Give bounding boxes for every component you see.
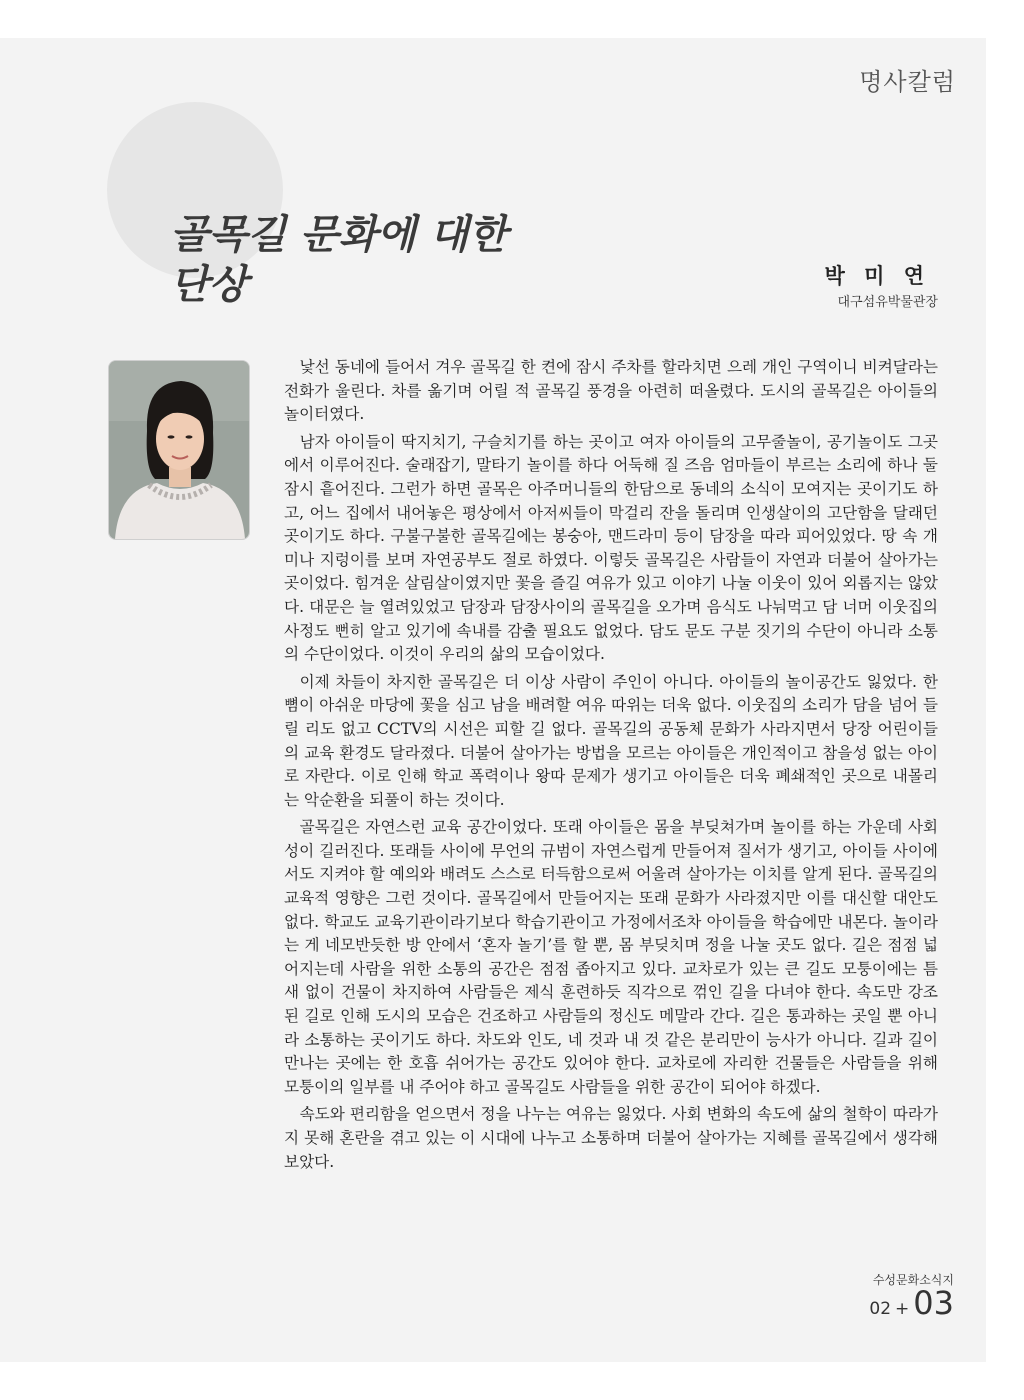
paragraph: 골목길은 자연스런 교육 공간이었다. 또래 아이들은 몸을 부딪쳐가며 놀이를 하는 가운데 사회성이 길러진다. 또래들 사이에 무언의 규범이 자연스럽게 만들어져 질서가 생기고, 아이들 사이에서도 지켜야 할 예의와 배려도 스스로 터득함으로써 어울려 살아가는 이치를 알게 된다. 골목길의 교육적 영향은 그런 것이다. 골목길에서 만들어지는 또래 문화가 사라졌지만 이를 대신할 대안도 없다. 학교도 교육기관이라기보다 학습기관이고 가정에서조차 아이들을 학습에만 내몬다. 놀이라는 게 네모반듯한 방 안에서 ‘혼자 놀기’를 할 뿐, 몸 부딪치며 정을 나눌 곳도 없다. 길은 점점 넓어지는데 사람을 위한 소통의 공간은 점점 좁아지고 있다. 교차로가 있는 큰 길도 모퉁이에는 틈새 없이 건물이 차지하여 사람들은 제식 훈련하듯 직각으로 꺾인 길을 다녀야 한다. 속도만 강조된 길로 인해 도시의 모습은 건조하고 사람들의 정신도 메말라 간다. 길은 통과하는 곳일 뿐 아니라 소통하는 곳이기도 하다. 차도와 인도, 네 것과 내 것 같은 분리만이 능사가 아니다. 길과 길이 만나는 곳에는 한 호흡 쉬어가는 공간도 있어야 한다. 교차로에 자리한 건물들은 사람들을 위해 모퉁이의 일부를 내 주어야 하고 골목길도 사람들을 위한 공간이 되어야 하겠다. [284, 818, 938, 1096]
section-label: 명사칼럼 [859, 68, 956, 96]
author-portrait [108, 360, 250, 540]
article-title-line1: 골목길 문화에 대한 [170, 212, 507, 258]
paragraph: 남자 아이들이 딱지치기, 구슬치기를 하는 곳이고 여자 아이들의 고무줄놀이, 공기놀이도 그곳에서 이루어진다. 술래잡기, 말타기 놀이를 하다 어둑해 질 즈음 엄마들이 부르는 소리에 하나 둘 잠시 흩어진다. 그런가 하면 골목은 아주머니들의 한담으로 동네의 소식이 모여지는 곳이기도 하고, 어느 집에서 내어놓은 평상에서 아저씨들이 막걸리 잔을 돌리며 인생살이의 고단함을 달래던 곳이기도 하다. 구불구불한 골목길에는 봉숭아, 맨드라미 등이 담장을 따라 피어있었다. 땅 속 개미나 지렁이를 보며 자연공부도 절로 하였다. 이렇듯 골목길은 사람들이 자연과 더불어 살아가는 곳이었다. 힘겨운 살림살이였지만 꽃을 즐길 여유가 있고 이야기 나눌 이웃이 있어 외롭지는 않았다. 대문은 늘 열려있었고 담장과 담장사이의 골목길을 오가며 음식도 나눠먹고 담 너머 이웃집의 사정도 뻔히 알고 있기에 속내를 감출 필요도 없었다. 담도 문도 구분 짓기의 수단이 아니라 소통의 수단이었다. 이것이 우리의 삶의 모습이었다. [284, 432, 938, 664]
portrait-photo-icon [109, 361, 249, 539]
article-title [170, 210, 590, 310]
author-affiliation: 대구섬유박물관장 [837, 295, 938, 310]
author-name: 박 미 연 [824, 263, 930, 288]
page-number-left: 02 [869, 1299, 892, 1319]
page-separator: + [895, 1299, 910, 1319]
page-number-right: 03 [913, 1284, 954, 1322]
article-body [284, 356, 938, 1178]
magazine-name: 수성문화소식지 [872, 1273, 954, 1287]
page-numbers [869, 1284, 954, 1322]
article-title-line2: 단상 [170, 262, 248, 308]
paragraph: 낯선 동네에 들어서 겨우 골목길 한 켠에 잠시 주차를 할라치면 으레 개인 구역이니 비켜달라는 전화가 울린다. 차를 옮기며 어릴 적 골목길 풍경을 아련히 떠올렸다. 도시의 골목길은 아이들의 놀이터였다. [284, 358, 938, 424]
paragraph: 속도와 편리함을 얻으면서 정을 나누는 여유는 잃었다. 사회 변화의 속도에 삶의 철학이 따라가지 못해 혼란을 겪고 있는 이 시대에 나누고 소통하며 더불어 살아가는 지혜를 골목길에서 생각해 보았다. [284, 1105, 938, 1171]
paragraph: 이제 차들이 차지한 골목길은 더 이상 사람이 주인이 아니다. 아이들의 놀이공간도 잃었다. 한 뼘이 아쉬운 마당에 꽃을 심고 남을 배려할 여유 따위는 더욱 없다. 이웃집의 소리가 담을 넘어 들릴 리도 없고 CCTV의 시선은 피할 길 없다. 골목길의 공동체 문화가 사라지면서 당장 어린이들의 교육 환경도 달라졌다. 더불어 살아가는 방법을 모르는 아이들은 개인적이고 참을성 없는 아이로 자란다. 이로 인해 학교 폭력이나 왕따 문제가 생기고 아이들은 더욱 폐쇄적인 곳으로 내몰리는 악순환을 되풀이 하는 것이다. [284, 672, 938, 809]
magazine-page [0, 38, 986, 1362]
